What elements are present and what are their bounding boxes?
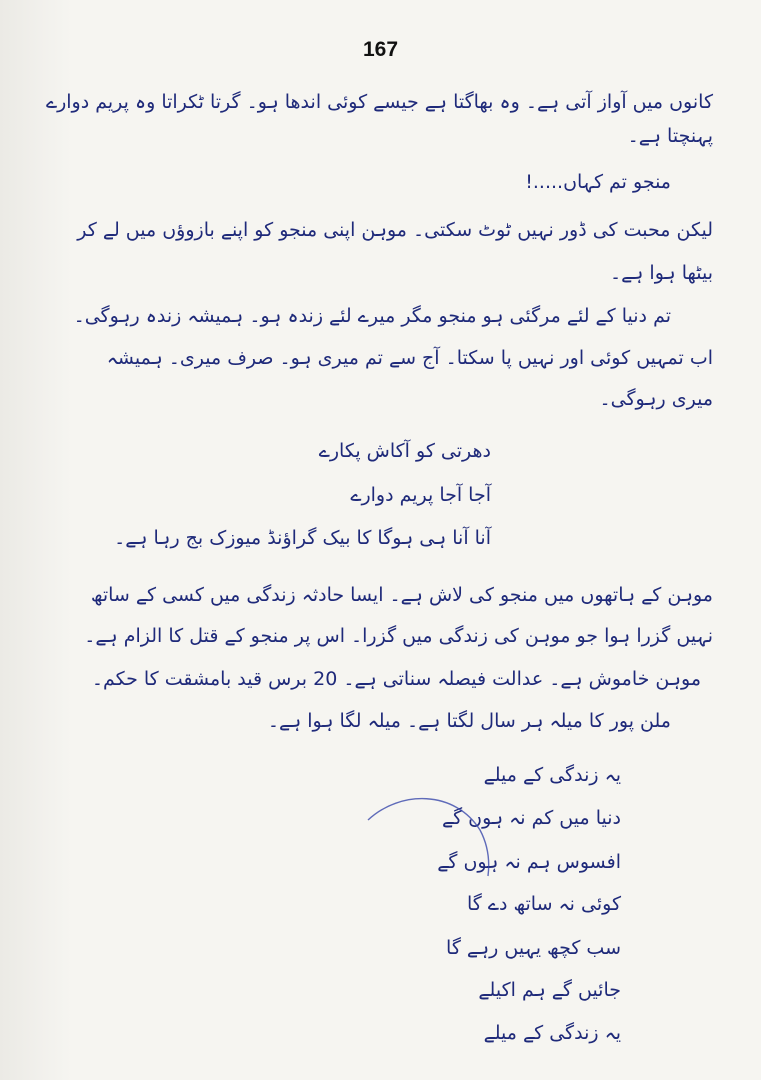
page-number: 167 bbox=[362, 38, 399, 61]
song-line: کوئی نہ ساتھ دے گا bbox=[467, 893, 621, 915]
text-line: آنا آنا ہی ہوگا کا بیک گراؤنڈ میوزک بج رہا ہے۔ bbox=[114, 527, 491, 549]
song-line: سب کچھ یہیں رہے گا bbox=[446, 937, 621, 959]
text-line: موہن خاموش ہے۔ عدالت فیصلہ سناتی ہے۔ 20 برس قید بامشقت کا حکم۔ bbox=[91, 668, 701, 690]
text-line: ملن پور کا میلہ ہر سال لگتا ہے۔ میلہ لگا ہوا ہے۔ bbox=[267, 710, 671, 732]
song-line: یہ زندگی کے میلے bbox=[483, 1022, 621, 1044]
pen-mark bbox=[360, 790, 500, 880]
text-line: میری رہوگی۔ bbox=[599, 388, 713, 410]
text-line: موہن کے ہاتھوں میں منجو کی لاش ہے۔ ایسا حادثہ زندگی میں کسی کے ساتھ bbox=[90, 584, 713, 606]
song-line: یہ زندگی کے میلے bbox=[483, 764, 621, 786]
text-line: پہنچتا ہے۔ bbox=[627, 125, 713, 147]
song-line: افسوس ہم نہ ہوں گے bbox=[437, 851, 621, 873]
text-line: اب تمہیں کوئی اور نہیں پا سکتا۔ آج سے تم میری ہو۔ صرف میری۔ ہمیشہ bbox=[106, 347, 713, 369]
text-line: تم دنیا کے لئے مرگئی ہو منجو مگر میرے لئے زندہ ہو۔ ہمیشہ زندہ رہوگی۔ bbox=[73, 305, 671, 327]
text-line: کانوں میں آواز آتی ہے۔ وہ بھاگتا ہے جیسے کوئی اندھا ہو۔ گرتا ٹکراتا وہ پریم دوارے bbox=[45, 91, 713, 113]
text-line: نہیں گزرا ہوا جو موہن کی زندگی میں گزرا۔ اس پر منجو کے قتل کا الزام ہے۔ bbox=[84, 625, 713, 647]
song-line: دھرتی کو آکاش پکارے bbox=[318, 440, 491, 462]
page-gutter bbox=[0, 0, 72, 1080]
song-line: جائیں گے ہم اکیلے bbox=[478, 979, 621, 1001]
text-line: لیکن محبت کی ڈور نہیں ٹوٹ سکتی۔ موہن اپنی منجو کو اپنے بازوؤں میں لے کر bbox=[77, 219, 713, 241]
song-line: دنیا میں کم نہ ہوں گے bbox=[441, 807, 621, 829]
text-line: بیٹھا ہوا ہے۔ bbox=[609, 262, 713, 284]
song-line: آجا آجا پریم دوارے bbox=[350, 484, 491, 506]
text-line: منجو تم کہاں.....! bbox=[525, 171, 671, 193]
